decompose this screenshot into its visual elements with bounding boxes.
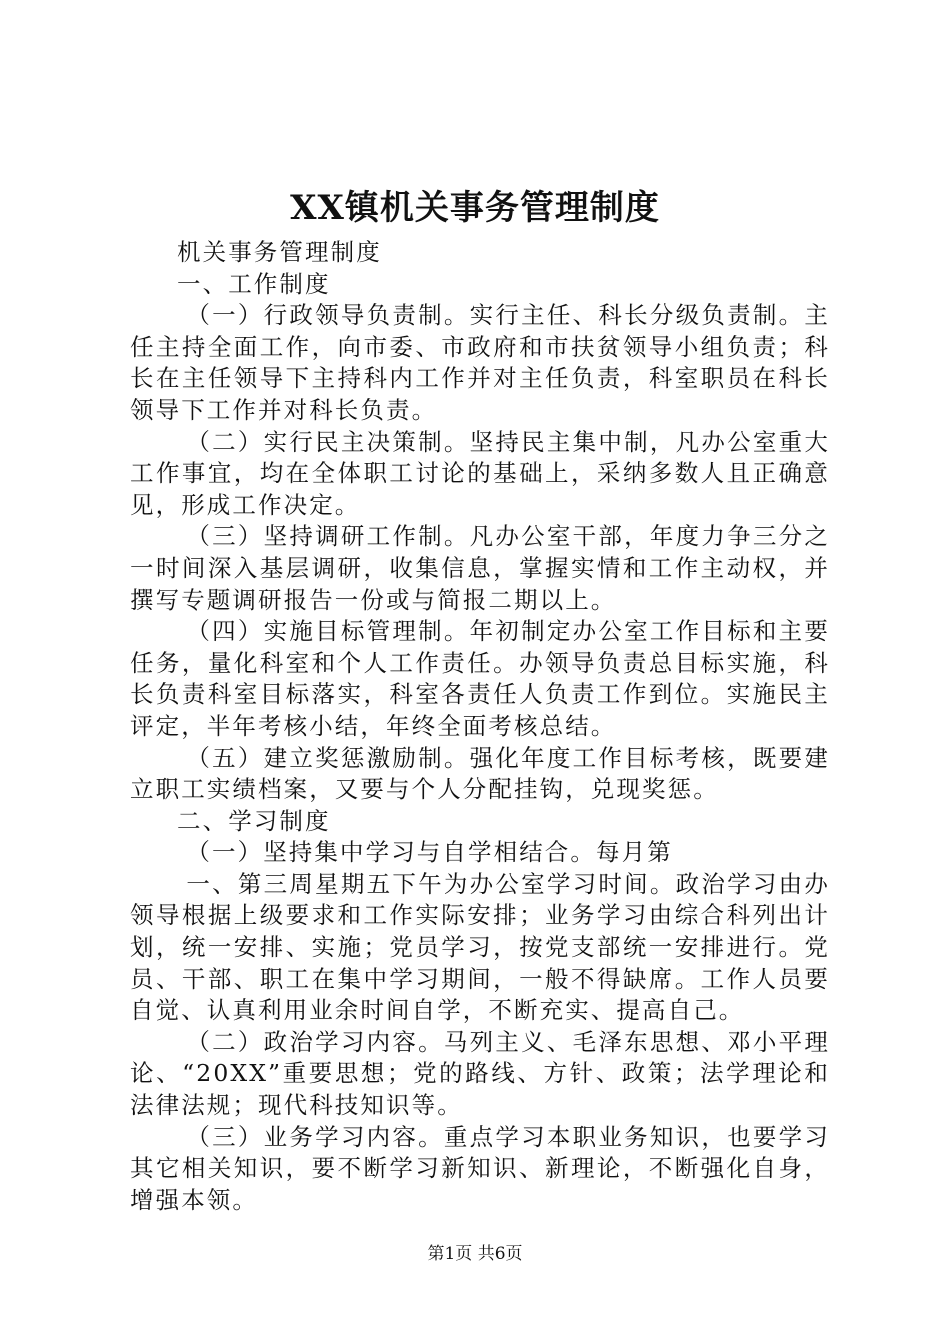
paragraph-study-1: （一）坚持集中学习与自学相结合。每月第 [186, 838, 673, 867]
paragraph-study-3: （三）业务学习内容。重点学习本职业务知识，也要学习其它相关知识，要不断学习新知识、新理论，不断强化自身，增强本领。 [130, 1122, 830, 1214]
paragraph-study-1-cont: 一、第三周星期五下午为办公室学习时间。政治学习由办领导根据上级要求和工作实际安排；业务学习由综合科列出计划，统一安排、实施；党员学习，按党支部统一安排进行。党员、干部、职工在集中学习期间，一般不得缺席。工作人员要自觉、认真利用业余时间自学，不断充实、提高自己。 [130, 869, 830, 1025]
paragraph-work-1: （一）行政领导负责制。实行主任、科长分级负责制。主任主持全面工作，向市委、市政府和市扶贫领导小组负责；科长在主任领导下主持科内工作并对主任负责，科室职员在科长领导下工作并对科长负责。 [130, 301, 830, 424]
section-heading-study-system: 二、学习制度 [177, 806, 331, 835]
paragraph-work-3: （三）坚持调研工作制。凡办公室干部，年度力争三分之一时间深入基层调研，收集信息，掌握实情和工作主动权，并撰写专题调研报告一份或与简报二期以上。 [130, 522, 830, 614]
document-body [130, 237, 830, 1216]
paragraph-study-2: （二）政治学习内容。马列主义、毛泽东思想、邓小平理论、“20XX”重要思想；党的路线、方针、政策；法学理论和法律法规；现代科技知识等。 [130, 1027, 830, 1120]
document-title: XX镇机关事务管理制度 [290, 188, 660, 228]
paragraph-work-4: （四）实施目标管理制。年初制定办公室工作目标和主要任务，量化科室和个人工作责任。办领导负责总目标实施，科长负责科室目标落实，科室各责任人负责工作到位。实施民主评定，半年考核小结，年终全面考核总结。 [130, 617, 830, 740]
page-indicator: 第1页 共6页 [427, 1244, 523, 1264]
page-footer [0, 1242, 950, 1266]
paragraph-work-5: （五）建立奖惩激励制。强化年度工作目标考核，既要建立职工实绩档案，又要与个人分配挂钩，兑现奖惩。 [130, 743, 830, 804]
paragraph-subtitle: 机关事务管理制度 [177, 238, 382, 266]
paragraph-work-2: （二）实行民主决策制。坚持民主集中制，凡办公室重大工作事宜，均在全体职工讨论的基础上，采纳多数人且正确意见，形成工作决定。 [130, 427, 830, 519]
section-heading-work-system: 一、工作制度 [177, 269, 331, 298]
